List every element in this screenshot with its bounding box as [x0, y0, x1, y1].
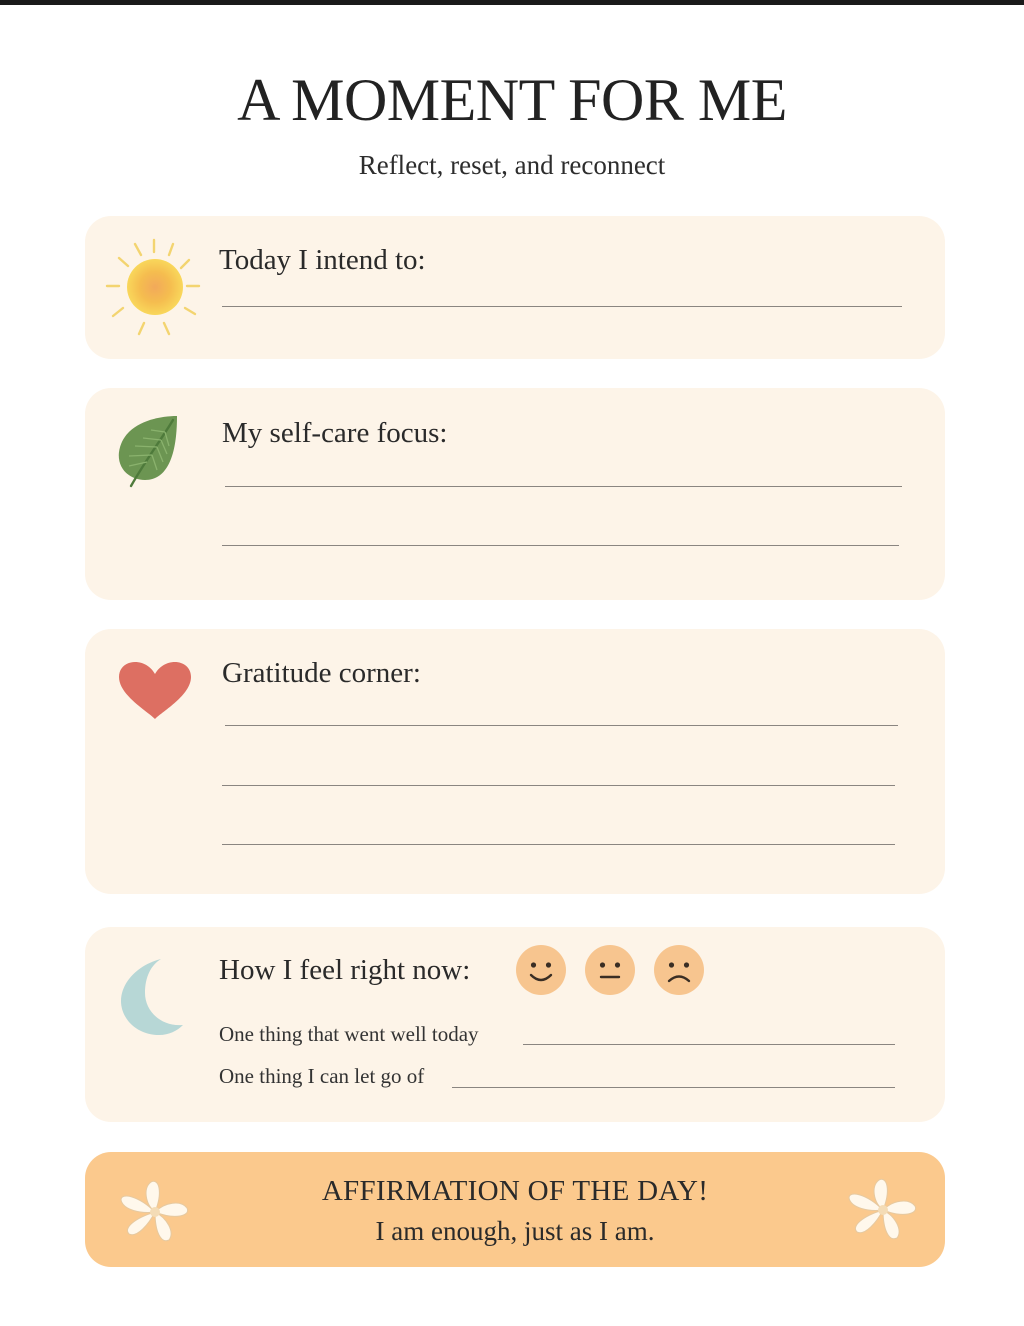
intention-label: Today I intend to:	[219, 244, 426, 276]
gratitude-line-1[interactable]	[225, 725, 898, 726]
gratitude-card	[85, 629, 945, 894]
top-border	[0, 0, 1024, 5]
self-care-label: My self-care focus:	[222, 417, 448, 449]
sun-icon	[101, 238, 211, 342]
feelings-label: How I feel right now:	[219, 954, 471, 986]
happy-face-icon[interactable]	[516, 945, 566, 995]
affirmation-title: AFFIRMATION OF THE DAY!	[321, 1175, 709, 1207]
heart-icon	[117, 661, 193, 721]
intention-card	[85, 216, 945, 359]
moon-icon	[115, 957, 185, 1037]
sad-face-icon[interactable]	[654, 945, 704, 995]
gratitude-line-2[interactable]	[222, 785, 895, 786]
flower-icon	[843, 1176, 923, 1248]
page-title: A MOMENT FOR ME	[237, 67, 787, 133]
self-care-line-1[interactable]	[225, 486, 902, 487]
let-go-label: One thing I can let go of	[219, 1064, 425, 1088]
gratitude-line-3[interactable]	[222, 844, 895, 845]
affirmation-text: I am enough, just as I am.	[375, 1216, 655, 1246]
neutral-face-icon[interactable]	[585, 945, 635, 995]
went-well-line[interactable]	[523, 1044, 895, 1045]
went-well-label: One thing that went well today	[219, 1022, 479, 1046]
self-care-card	[85, 388, 945, 600]
affirmation-banner	[85, 1152, 945, 1267]
self-care-line-2[interactable]	[222, 545, 899, 546]
page-subtitle: Reflect, reset, and reconnect	[358, 150, 666, 180]
leaf-icon	[115, 412, 185, 492]
intention-line-1[interactable]	[222, 306, 902, 307]
let-go-line[interactable]	[452, 1087, 895, 1088]
gratitude-label: Gratitude corner:	[222, 657, 421, 689]
feelings-card	[85, 927, 945, 1122]
